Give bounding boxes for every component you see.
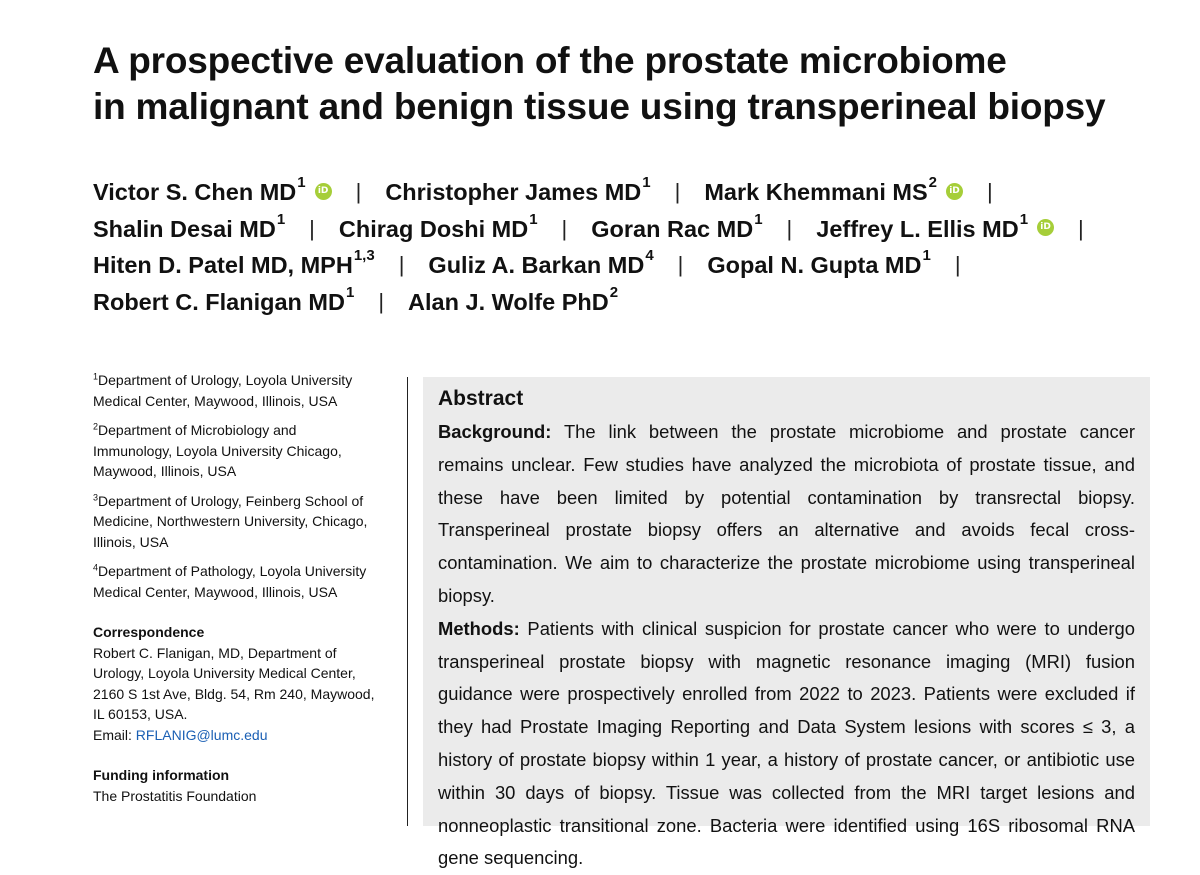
author-separator: | xyxy=(677,252,684,277)
author-separator: | xyxy=(398,252,405,277)
article-title xyxy=(93,38,1153,130)
orcid-icon[interactable]: iD xyxy=(946,183,963,200)
funding-heading: Funding information xyxy=(93,767,230,783)
author-khemmani: Mark Khemmani MS $^2$ iD xyxy=(704,174,963,211)
author-line-3 xyxy=(93,247,1173,284)
title-line-1: A prospective evaluation of the prostate microbiome xyxy=(93,40,1007,81)
author-separator: | xyxy=(1078,215,1084,241)
author-separator: | xyxy=(355,179,362,204)
affiliation-4: $^4$Department of Pathology, Loyola University Medical Center, Maywood, Illinois, USA xyxy=(93,562,367,600)
author-rac: Goran Rac MD $^1$ xyxy=(591,210,763,242)
column-divider xyxy=(407,377,408,826)
author-separator: | xyxy=(954,252,961,277)
author-chen: Victor S. Chen MD $^1$ iD xyxy=(93,174,332,211)
author-line-1 xyxy=(93,174,1173,211)
email-label: Email: xyxy=(93,726,136,743)
author-line-2 xyxy=(93,211,1173,248)
author-doshi: Chirag Doshi MD $^1$ xyxy=(338,210,538,242)
author-patel: Hiten D. Patel MD, MPH $^{1,3}$ xyxy=(93,247,375,278)
correspondence-body: Robert C. Flanigan, MD, Department of Urology, Loyola University Medical Center, 2160 S 1st Ave, Bldg. 54, Rm 240, Maywood, IL 60153, USA. Email: RFLANIG@lumc.edu xyxy=(93,644,375,743)
author-separator: | xyxy=(378,288,385,314)
author-flanigan: Robert C. Flanigan MD $^1$ xyxy=(93,283,355,315)
email-link[interactable]: RFLANIG@lumc.edu xyxy=(135,726,268,743)
author-desai: Shalin Desai MD $^1$ xyxy=(93,210,286,242)
author-separator: | xyxy=(674,179,681,204)
author-wolfe: Alan J. Wolfe PhD $^2$ xyxy=(408,283,619,315)
author-ellis: Jeffrey L. Ellis MD $^1$ iD xyxy=(816,211,1054,248)
affiliation-column xyxy=(93,370,393,806)
affiliation-3: $^3$Department of Urology, Feinberg School of Medicine, Northwestern University, Chicago, Illinois, USA xyxy=(93,491,368,550)
abstract-box xyxy=(423,377,1150,869)
author-line-4 xyxy=(93,284,1173,321)
author-gupta: Gopal N. Gupta MD $^1$ xyxy=(707,247,931,278)
abstract-heading: Abstract xyxy=(438,387,524,410)
author-separator: | xyxy=(561,215,568,241)
abstract-background: Background: The link between the prostate microbiome and prostate cancer remains unclear. Few studies have analyzed the microbiota of prostate tissue, and these have been limited by potential contamination by transrectal biopsy. Transperineal prostate biopsy offers an alternative and avoids fecal cross-contamination. We aim to characterize the prostate microbiome using transperineal biopsy. xyxy=(438,421,1135,606)
author-separator: | xyxy=(987,179,993,204)
author-separator: | xyxy=(309,215,315,241)
correspondence-heading: Correspondence xyxy=(93,624,205,640)
methods-label: Methods: xyxy=(438,617,520,639)
title-line-2: in malignant and benign tissue using transperineal biopsy xyxy=(93,86,1106,127)
author-separator: | xyxy=(786,215,793,241)
abstract-methods: Methods: Patients with clinical suspicion for prostate cancer who were to undergo transperineal prostate biopsy with magnetic resonance imaging (MRI) fusion guidance were prospectively enrolled from 2022 to 2023. Patients were excluded if they had Prostate Imaging Reporting and Data System lesions with scores ≤ 3, a history of prostate biopsy within 1 year, a history of prostate cancer, or antibiotic use within 30 days of biopsy. Tissue was collected from the MRI target lesions and nonneoplastic transitional zone. Bacteria were identified using 16S ribosomal RNA gene sequencing. xyxy=(438,617,1135,869)
background-label: Background: xyxy=(438,421,552,442)
affiliation-1: $^1$Department of Urology, Loyola University Medical Center, Maywood, Illinois, USA xyxy=(93,371,353,409)
orcid-icon[interactable]: iD xyxy=(1037,219,1054,236)
affiliation-2: $^2$Department of Microbiology and Immunology, Loyola University Chicago, Maywood, Illinois, USA xyxy=(93,421,342,479)
author-barkan: Guliz A. Barkan MD $^4$ xyxy=(428,247,654,278)
funding-text: The Prostatitis Foundation xyxy=(93,787,257,804)
author-list xyxy=(93,174,1173,320)
author-james: Christopher James MD $^1$ xyxy=(385,174,651,205)
orcid-icon[interactable]: iD xyxy=(315,183,332,200)
